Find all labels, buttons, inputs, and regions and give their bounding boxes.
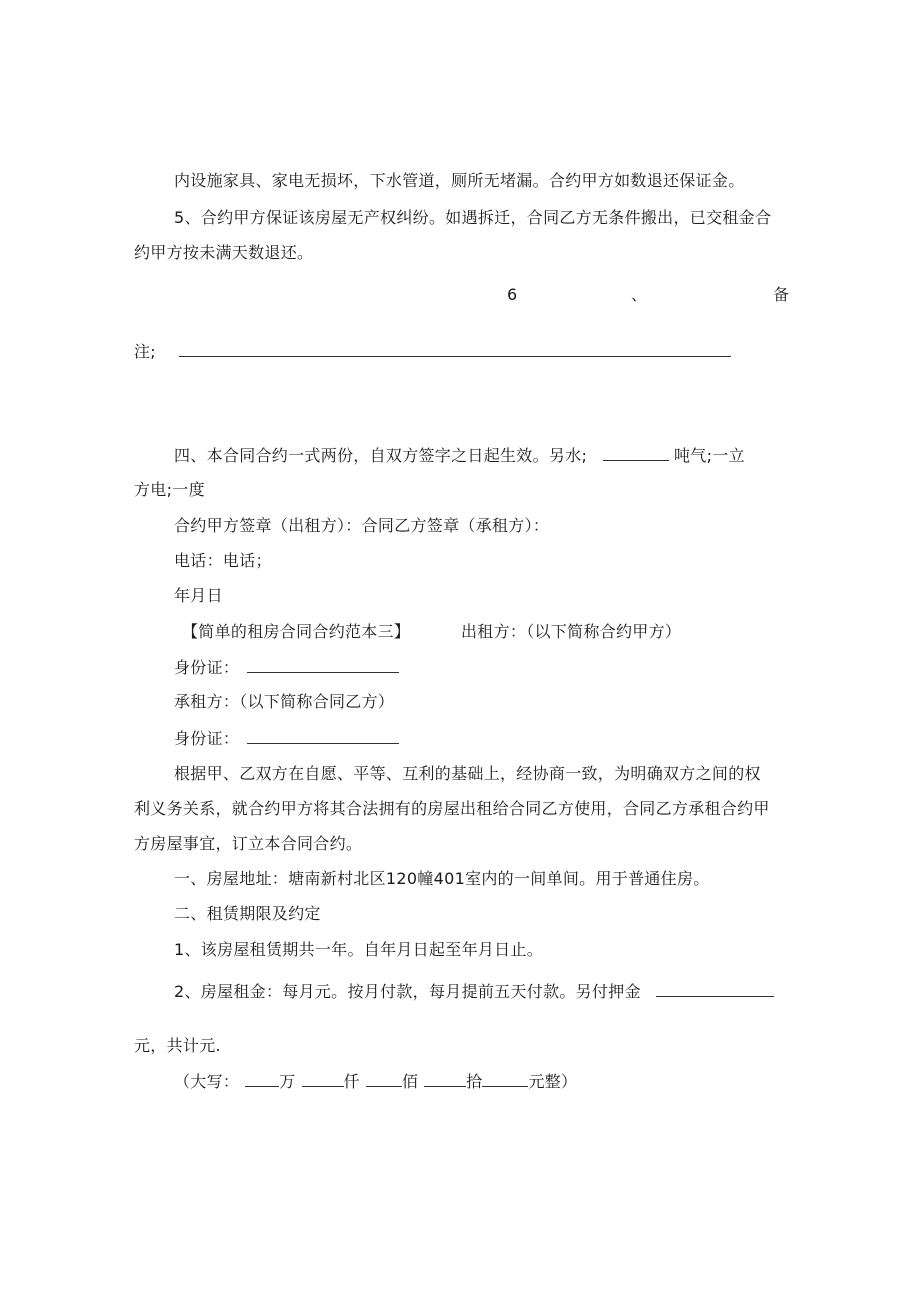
total-line: 元，共计元.	[134, 1036, 221, 1055]
lessee-line: 承租方：（以下简称合同乙方）	[174, 692, 395, 711]
wan-label: 万	[279, 1072, 296, 1091]
remarks-label	[134, 340, 731, 363]
id-line	[174, 656, 399, 679]
term-heading: 二、租赁期限及约定	[174, 904, 321, 923]
qian-blank[interactable]	[302, 1070, 344, 1087]
amount-words-line	[174, 1070, 577, 1093]
deposit-blank[interactable]	[656, 980, 774, 997]
yuan-label: 元整）	[528, 1072, 578, 1091]
address-line: 一、房屋地址：塘南新村北区120幢401室内的一间单间。用于普通住房。	[174, 869, 710, 888]
phone-line: 电话：电话；	[174, 551, 272, 570]
remarks-blank[interactable]	[179, 340, 731, 357]
amount-open: （大写：	[174, 1072, 240, 1091]
paragraph-line: 5、合约甲方保证该房屋无产权纠纷。如遇拆迁，合同乙方无条件搬出，已交租金合	[174, 208, 772, 227]
id-label: 身份证：	[174, 658, 240, 677]
id-label: 身份证：	[174, 729, 240, 748]
id-blank[interactable]	[247, 656, 399, 673]
paragraph-line: 利义务关系，就合约甲方将其合法拥有的房屋出租给合同乙方使用，合同乙方承租合约甲	[134, 799, 770, 818]
paragraph-line	[174, 444, 745, 467]
qian-label: 仟	[343, 1072, 360, 1091]
gas-text: 吨气;一立	[673, 446, 745, 465]
section-title: 【简单的租房合同合约范本三】	[182, 622, 411, 641]
paragraph-line: 约甲方按未满天数退还。	[134, 243, 314, 262]
id-blank[interactable]	[247, 727, 399, 744]
effect-text: 四、本合同合约一式两份，自双方签字之日起生效。另水;	[174, 446, 588, 465]
date-line: 年月日	[174, 586, 223, 605]
shi-label: 拾	[466, 1072, 483, 1091]
remarks-text: 注;	[134, 342, 156, 361]
clause-separator: 、	[631, 285, 648, 304]
wan-blank[interactable]	[245, 1070, 279, 1087]
bai-blank[interactable]	[366, 1070, 402, 1087]
water-blank[interactable]	[603, 444, 669, 461]
term-line: 1、该房屋租赁期共一年。自年月日起至年月日止。	[174, 940, 544, 959]
signature-line: 合约甲方签章（出租方）：合同乙方签章（承租方）：	[174, 516, 550, 535]
paragraph-line: 内设施家具、家电无损坏，下水管道，厕所无堵漏。合约甲方如数退还保证金。	[174, 171, 745, 190]
shi-blank[interactable]	[424, 1070, 466, 1087]
rent-text: 2、房屋租金：每月元。按月付款，每月提前五天付款。另付押金	[174, 982, 641, 1001]
lessor-line: 出租方：（以下简称合约甲方）	[461, 622, 682, 641]
yuan-blank[interactable]	[482, 1070, 528, 1087]
id-line	[174, 727, 399, 750]
paragraph-line: 根据甲、乙双方在自愿、平等、互利的基础上，经协商一致，为明确双方之间的权	[174, 764, 761, 783]
paragraph-line: 方房屋事宜，订立本合同合约。	[134, 834, 363, 853]
bai-label: 佰	[401, 1072, 419, 1091]
paragraph-line: 方电;一度	[134, 480, 205, 499]
clause-number: 6	[507, 285, 518, 304]
clause-heading: 备	[773, 285, 790, 304]
rent-line	[174, 980, 774, 1003]
